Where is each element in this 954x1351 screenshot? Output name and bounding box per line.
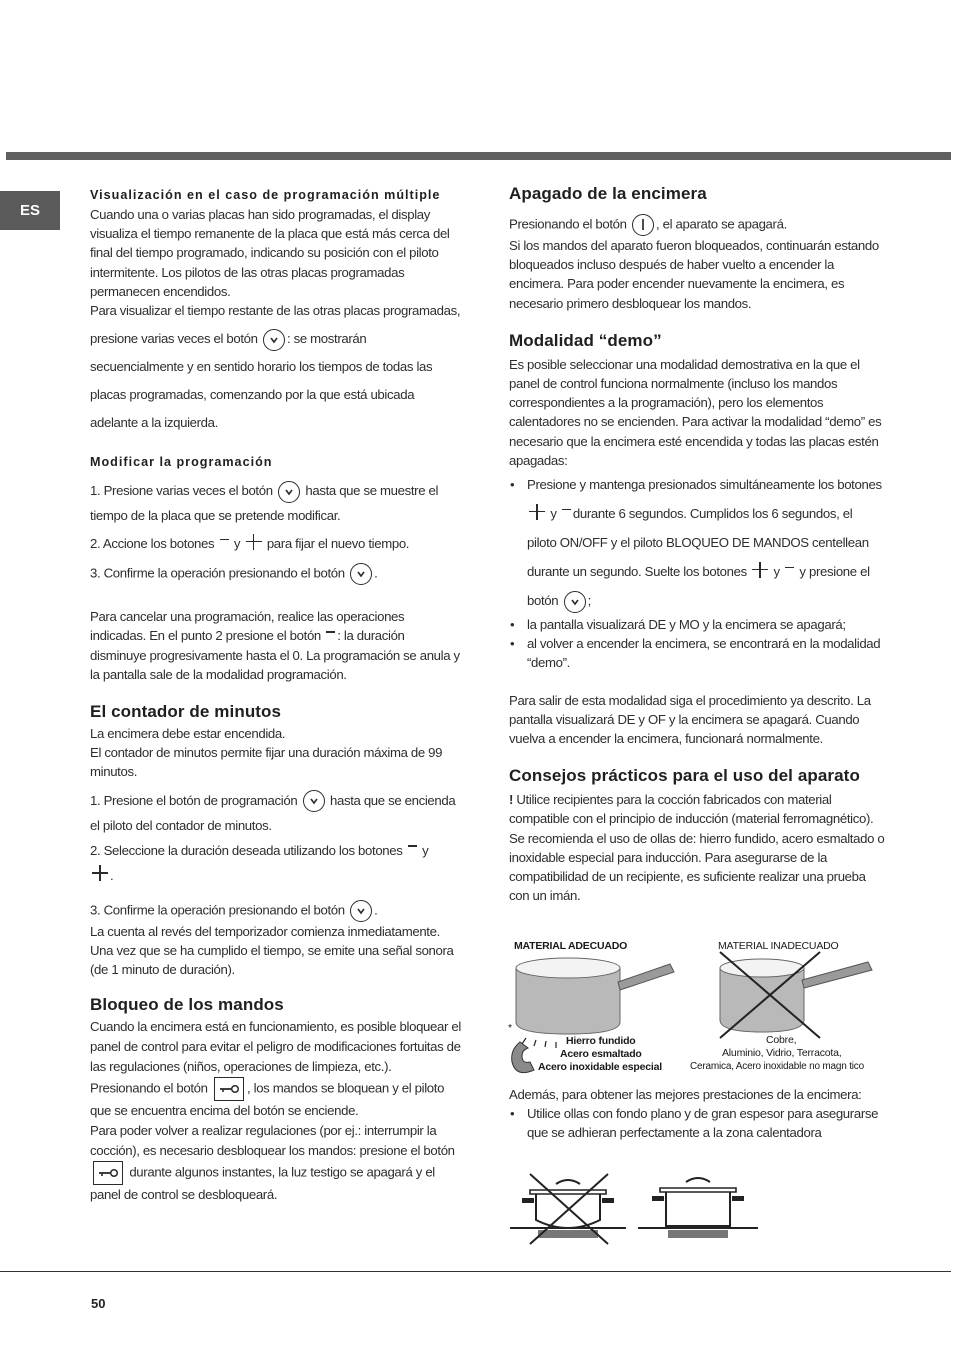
paragraph: Para visualizar el tiempo restante de las otras placas programadas, presione varias veces el botón : se mostrarán secuencialmente y en sentido horario los tiempos de todas las placas programadas, comenzando por la que está ubicada adelante a la izquierda. [90,303,461,431]
step-1: 1. Presione varias veces el botón hasta que se muestre el tiempo de la placa que se pretende modificar. [90,478,462,528]
right-column-bottom [509,1085,885,1143]
minus-button-icon [562,505,571,517]
minus-button-icon [326,627,335,639]
plus-button-icon [246,534,262,550]
step-3: 3. Confirme la operación presionando el botón . [90,900,462,922]
plus-button-icon [752,562,768,578]
plus-button-icon [92,865,108,881]
paragraph: Cuando la encimera está en funcionamiento, es posible bloquear el panel de control para evitar el peligro de modificaciones fortuitas de las regulaciones (niños, operaciones de limpieza, etc.). Presionando el botón , los mandos se bloquean y el piloto que se encuentra encima del botón se enciende. [90,1019,461,1119]
materials-illustration [508,938,888,1078]
lock-button-icon [214,1077,244,1101]
minus-button-icon [408,841,417,853]
paragraph: La cuenta al revés del temporizador comienza inmediatamente. Una vez que se ha cumplido el tiempo, se emite una señal sonora (de 1 minuto de duración). [90,923,454,978]
timer-button-icon [263,329,285,351]
footnote-mark: * [508,1022,512,1034]
list-item: • Utilice ollas con fondo plano y de gran espesor para asegurarse que se adhieran perfectamente a la zona calentadora [509,1104,885,1142]
plus-button-icon [529,504,545,520]
section-title-practical-tips: Consejos prácticos para el uso del aparato [509,766,860,786]
timer-button-icon [350,900,372,922]
list-item: • al volver a encender la encimera, se encontrará en la modalidad “demo”. [509,634,885,672]
suitable-material-label: MATERIAL ADECUADO [514,940,628,952]
list-item: • la pantalla visualizará DE y MO y la encimera se apagará; [509,615,885,634]
step-2: 2. Seleccione la duración deseada utilizando los botones y . [90,842,429,883]
paragraph: El contador de minutos permite fijar una duración máxima de 99 minutos. [90,745,443,780]
footer-rule [0,1271,951,1272]
timer-button-icon [303,790,325,812]
section-title-hob-off: Apagado de la encimera [509,184,707,203]
paragraph: Para cancelar una programación, realice las operaciones indicadas. En el punto 2 presione el botón : la duración disminuye progresivamente hasta el 0. La programación se anula y la pantalla sale de la modalidad programación. [90,609,460,682]
step-3: 3. Confirme la operación presionando el botón . [90,563,462,585]
paragraph: Si los mandos del aparato fueron bloqueados, continuarán estando bloqueados incluso después de haber vuelto a encender la encimera. Para poder encender nuevamente la encimera, es necesario primero desbloquear los mandos. [509,238,879,311]
power-button-icon [632,214,654,236]
paragraph: Además, para obtener las mejores prestaciones de la encimera: [509,1087,862,1102]
timer-button-icon [350,563,372,585]
suitable-material: Acero esmaltado [560,1048,642,1060]
tips-list [509,1104,885,1142]
unsuitable-material-label: MATERIAL INADECUADO [718,940,839,952]
step-1: 1. Presione el botón de programación hasta que se encienda el piloto del contador de minutos. [90,788,462,838]
section-title-modify-programming: Modificar la programación [90,455,273,470]
list-item: • Presione y mantenga presionados simultáneamente los botones y durante 6 segundos. Cumplidos los 6 segundos, el piloto ON/OFF y el piloto BLOQUEO DE MANDOS centellean durante un segundo. Suelte los botones y y presione el botón ; [509,470,885,615]
warning-mark: ! [509,792,514,808]
paragraph: Para poder volver a realizar regulaciones (por ej.: interrumpir la cocción), es necesario desbloquear los mandos: presione el botón durante algunos instantes, la luz testigo se apagará y el panel de control se desbloqueará. [90,1123,455,1203]
paragraph: La encimera debe estar encendida. [90,726,286,742]
left-column [90,184,462,1205]
page-number: 50 [91,1296,106,1311]
section-title-multiple-programming: Visualización en el caso de programación múltiple [90,188,441,202]
demo-steps-list [509,470,885,673]
section-title-controls-lock: Bloqueo de los mandos [90,995,284,1015]
paragraph: Presionando el botón , el aparato se apagará. [509,214,885,236]
timer-button-icon [564,591,586,613]
minus-button-icon [220,535,229,547]
header-bar [6,152,951,160]
language-tab: ES [0,191,60,230]
pot-bottom-illustration [508,1170,760,1246]
minus-button-icon [785,563,794,575]
suitable-material: Hierro fundido [566,1035,636,1047]
lock-button-icon [93,1161,123,1185]
unsuitable-material: Cobre, [766,1034,797,1046]
right-column [509,184,885,905]
paragraph: Para salir de esta modalidad siga el procedimiento ya descrito. La pantalla visualizará DE y OF y la encimera se apagará. Cuando vuelva a encender la encimera, funcionará normalmente. [509,692,871,747]
step-2: 2. Accione los botones y para fijar el nuevo tiempo. [90,534,462,553]
section-title-demo-mode: Modalidad “demo” [509,330,662,350]
paragraph: Cuando una o varias placas han sido programadas, el display visualiza el tiempo remanente de la placa que está más cerca del final del tiempo programado, indicando su posición con el piloto intermitente. Los pilotos de las otras placas programadas permanecen encendidos. [90,207,450,299]
unsuitable-material: Aluminio, Vidrio, Terracota, [722,1047,842,1059]
suitable-material: Acero inoxidable especial [538,1061,662,1073]
section-title-minute-counter: El contador de minutos [90,702,282,722]
timer-button-icon [278,481,300,503]
paragraph: Es posible seleccionar una modalidad demostrativa en la que el panel de control funciona normalmente (incluso los mandos correspondientes a la programación), pero los elementos calentadores no se encienden. Para activar la modalidad “demo” es necesario que la encimera esté encendida y todas las placas estén apagadas: [509,356,882,468]
unsuitable-material: Ceramica, Acero inoxidable no magn tico [690,1061,864,1072]
paragraph: ! Utilice recipientes para la cocción fabricados con material compatible con el principio de inducción (material ferromagnético). Se recomienda el uso de ollas de: hierro fundido, acero esmaltado o inoxidable especial para inducción. Para asegurarse de la compatibilidad de un recipiente, es suficiente realizar una prueba con un imán. [509,792,885,904]
